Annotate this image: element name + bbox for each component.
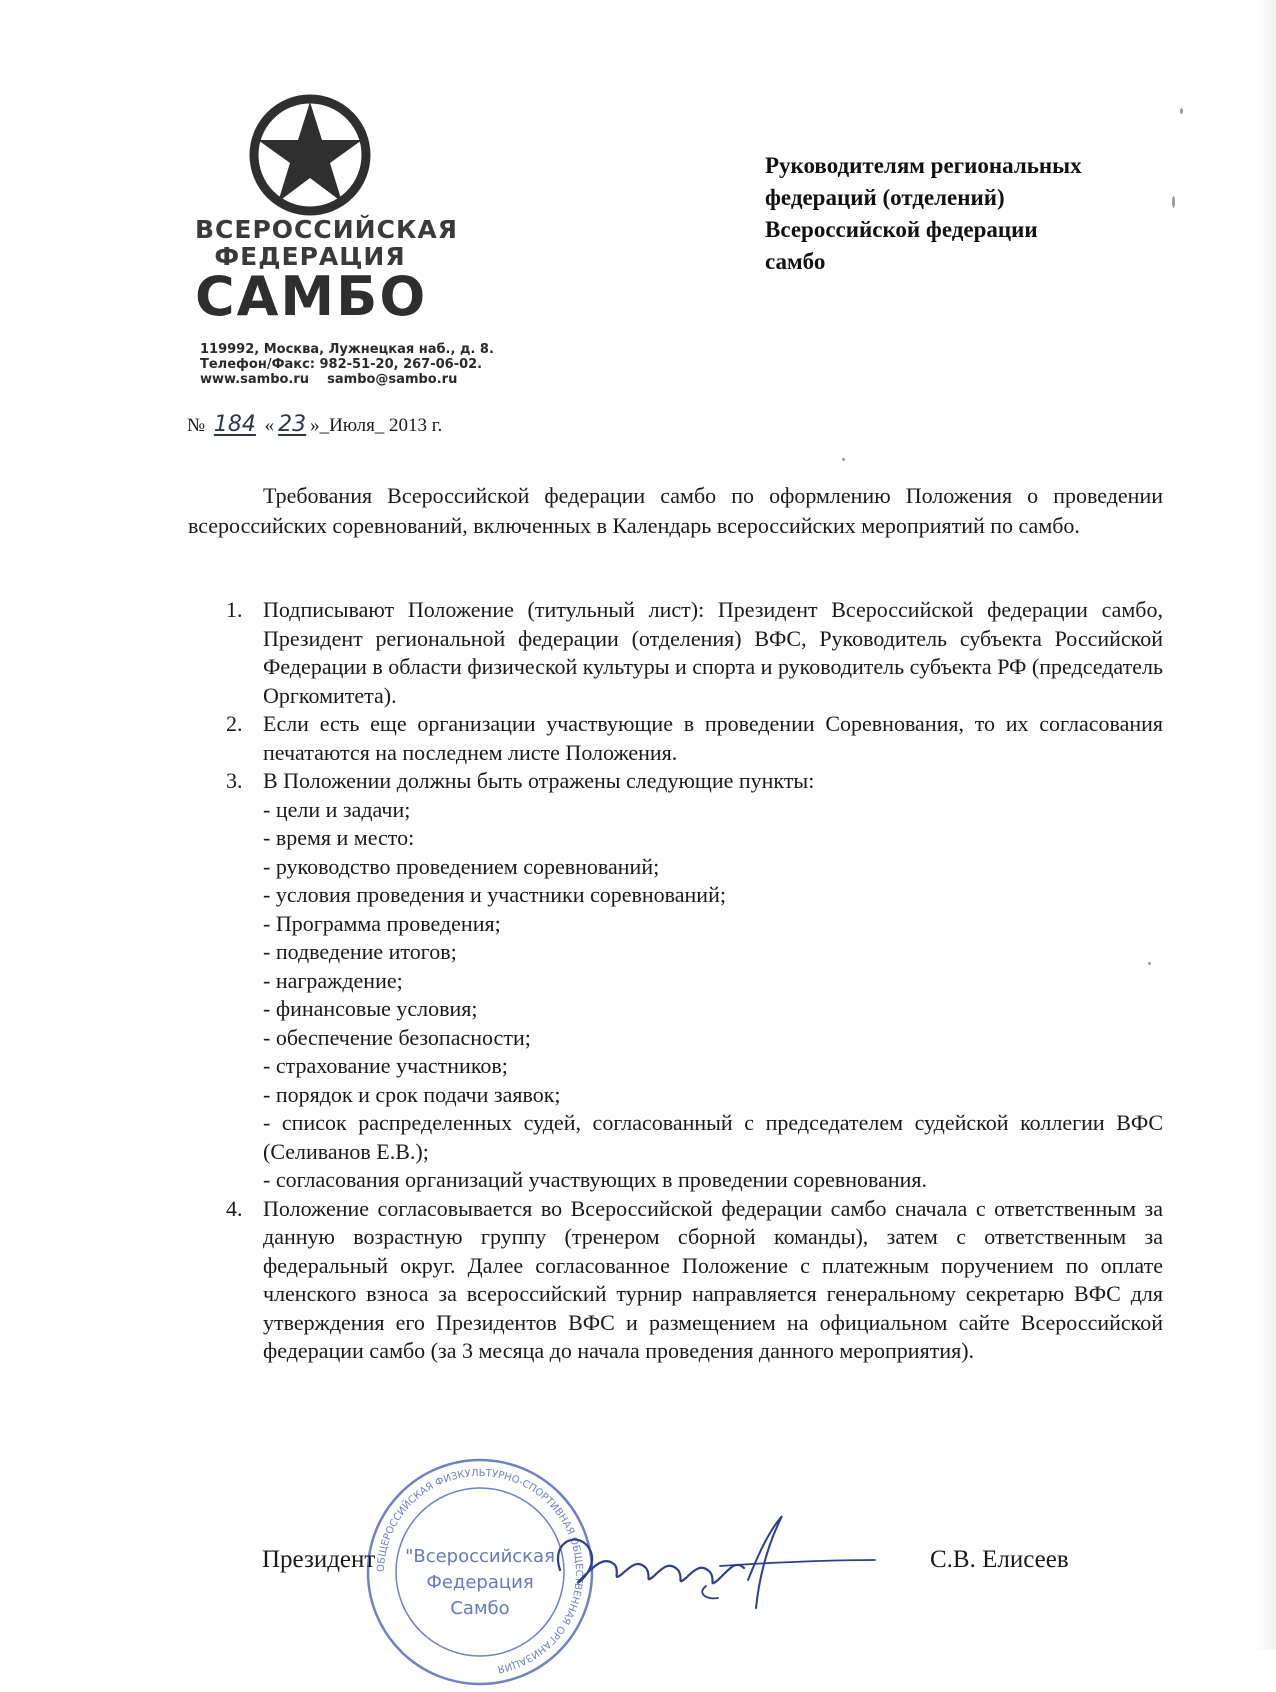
addressee-block <box>765 150 1185 278</box>
list-item <box>188 1195 1163 1366</box>
addressee-line: Руководителям региональных <box>765 153 1082 178</box>
addressee-line: Всероссийской федерации <box>765 217 1038 242</box>
stamp-ring-text: ОБЩЕРОССИЙСКАЯ ФИЗКУЛЬТУРНО-СПОРТИВНАЯ ОБЩЕСТВЕННАЯ ОРГАНИЗАЦИЯ <box>375 1467 585 1675</box>
requirements-list <box>188 596 1163 1366</box>
signer-name: С.В. Елисеев <box>930 1546 1069 1573</box>
addressee-line: федераций (отделений) <box>765 185 1005 210</box>
document-month-year: »_Июля_ 2013 г. <box>310 415 443 436</box>
sub-item: - время и место: <box>263 825 415 850</box>
quote-open: « <box>264 415 275 436</box>
sub-item: - подведение итогов; <box>263 939 457 964</box>
contact-web: www.sambo.ru sambo@sambo.ru <box>200 372 458 387</box>
stamp-center-line: Федерация <box>426 1572 534 1593</box>
scan-speck <box>842 458 845 461</box>
document-day: 23 <box>278 412 307 437</box>
logo-text-main: САМБО <box>195 265 428 328</box>
sub-item: - порядок и срок подачи заявок; <box>263 1081 561 1107</box>
stamp-center-line: "Всероссийская <box>405 1546 555 1567</box>
logo-text-line1: ВСЕРОССИЙСКАЯ <box>195 215 458 244</box>
handwritten-signature <box>520 1510 880 1620</box>
number-sign: № <box>187 415 206 436</box>
list-item-text: В Положении должны быть отражены следующие пункты: <box>263 768 815 793</box>
sub-item: - награждение; <box>263 967 403 993</box>
contact-address: 119992, Москва, Лужнецкая наб., д. 8. <box>200 342 494 357</box>
list-item-number: 2. <box>226 711 243 736</box>
signer-title: Президент <box>262 1546 376 1573</box>
sub-item: - финансовые условия; <box>263 996 478 1021</box>
scan-edge-shadow <box>1254 0 1276 1650</box>
list-item-text: Положение согласовывается во Всероссийской федерации самбо сначала с ответственным за данную возрастную группу (тренером сборной команды), затем с ответственным за федеральный округ. Далее согласованное Положение с платежным поручением по оплате членского взноса за всероссийский турнир направляется генеральному секретарю ВФС для утверждения его Президентов ВФС и размещением на официальном сайте Всероссийской федерации самбо (за 3 месяца до начала проведения данного мероприятия). <box>263 1195 1163 1363</box>
star-emblem-icon <box>245 90 375 220</box>
sub-item: - Программа проведения; <box>263 910 501 936</box>
sub-item: - страхование участников; <box>263 1053 508 1078</box>
list-item-text: Если есть еще организации участвующие в проведении Соревнования, то их согласования печатаются на последнем листе Положения. <box>263 711 1163 765</box>
list-item-text: Подписывают Положение (титульный лист): Президент Всероссийской федерации самбо, Президент региональной федерации (отделения) ВФС, Руководитель субъекта Российской Федерации в области физической культуры и спорта и руководитель субъекта РФ (председатель Оргкомитета). <box>263 597 1163 708</box>
sub-item: - список распределенных судей, согласованный с председателем судейской коллегии ВФС (Селиванов Е.В.); <box>263 1110 1163 1164</box>
sub-item: - согласования организаций участвующих в проведении соревнования. <box>263 1167 928 1192</box>
contact-phone: Телефон/Факс: 982-51-20, 267-06-02. <box>200 357 483 372</box>
logo-text-line2: ФЕДЕРАЦИЯ <box>214 242 406 271</box>
list-item-number: 3. <box>226 768 243 793</box>
list-item-number: 4. <box>226 1195 243 1221</box>
sub-item: - руководство проведением соревнований; <box>263 853 660 879</box>
intro-paragraph: Требования Всероссийской федерации самбо по оформлению Положения о проведении всероссийских соревнований, включенных в Календарь всероссийских мероприятий по самбо. <box>188 483 1163 538</box>
contact-block <box>200 342 494 387</box>
scan-speck <box>1180 108 1183 114</box>
list-item <box>188 710 1163 767</box>
sub-item: - обеспечение безопасности; <box>263 1024 531 1050</box>
list-item <box>188 596 1163 710</box>
document-number: 184 <box>213 412 256 437</box>
stamp-center-line: Самбо <box>450 1598 510 1619</box>
reference-line <box>187 412 442 437</box>
list-item <box>188 767 1163 796</box>
addressee-line: самбо <box>765 249 826 274</box>
sub-item: - условия проведения и участники соревнований; <box>263 882 726 907</box>
sub-item: - цели и задачи; <box>263 796 411 822</box>
list-item-number: 1. <box>226 597 243 622</box>
